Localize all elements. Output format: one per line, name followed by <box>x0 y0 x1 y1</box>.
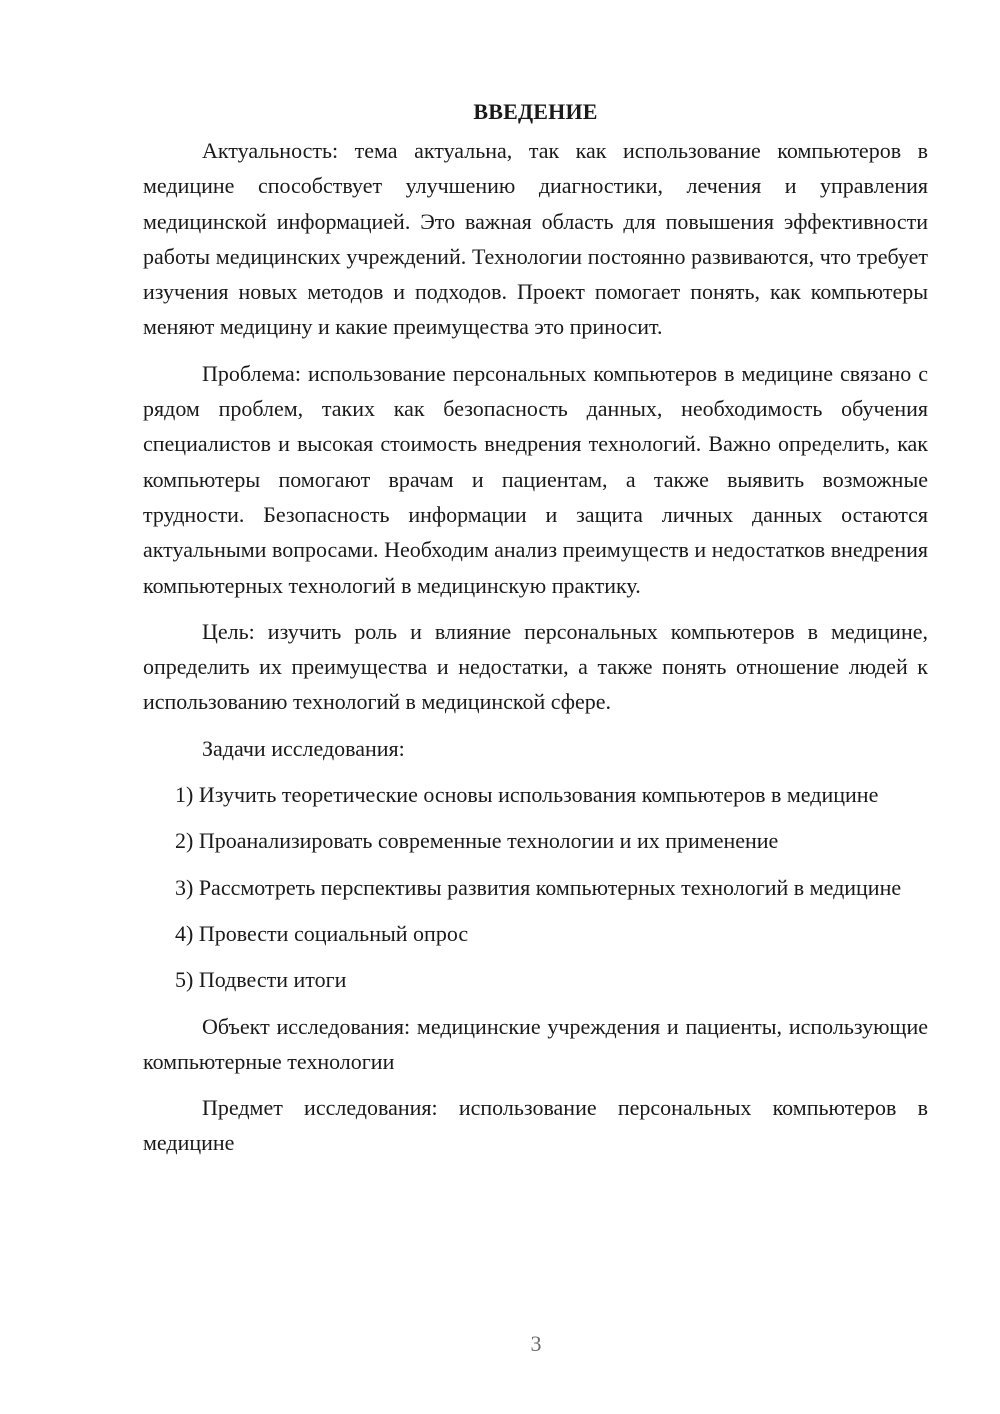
page-number: 3 <box>530 1331 542 1356</box>
task-item-1: 1) Изучить теоретические основы использования компьютеров в медицине <box>175 782 879 808</box>
paragraph-relevance: Актуальность: тема актуальна, так как использование компьютеров в медицине способствует улучшению диагностики, лечения и управления медицинской информацией. Это важная область для повышения эффективности работы медицинских учреждений. Технологии постоянно развиваются, что требует изучения новых методов и подходов. Проект помогает понять, как компьютеры меняют медицину и какие преимущества это приносит. <box>143 138 928 340</box>
paragraph-problem: Проблема: использование персональных компьютеров в медицине связано с рядом проблем, таких как безопасность данных, необходимость обучения специалистов и высокая стоимость внедрения технологий. Важно определить, как компьютеры помогают врачам и пациентам, а также выявить возможные трудности. Безопасность информации и защита личных данных остаются актуальными вопросами. Необходим анализ преимуществ и недостатков внедрения компьютерных технологий в медицинскую практику. <box>143 360 928 598</box>
task-item-5: 5) Подвести итоги <box>175 967 347 993</box>
task-item-3: 3) Рассмотреть перспективы развития компьютерных технологий в медицине <box>175 874 902 900</box>
paragraph-subject: Предмет исследования: использование персональных компьютеров в медицине <box>143 1095 928 1156</box>
tasks-heading: Задачи исследования: <box>202 735 405 761</box>
document-body <box>143 94 928 1172</box>
task-item-4: 4) Провести социальный опрос <box>175 920 469 946</box>
paragraph-object: Объект исследования: медицинские учреждения и пациенты, использующие компьютерные технологии <box>143 1013 928 1074</box>
page-title: ВВЕДЕНИЕ <box>473 99 598 124</box>
task-item-2: 2) Проанализировать современные технологии и их применение <box>175 828 779 854</box>
paragraph-goal: Цель: изучить роль и влияние персональных компьютеров в медицине, определить их преимущества и недостатки, а также понять отношение людей к использованию технологий в медицинской сфере. <box>143 618 928 715</box>
